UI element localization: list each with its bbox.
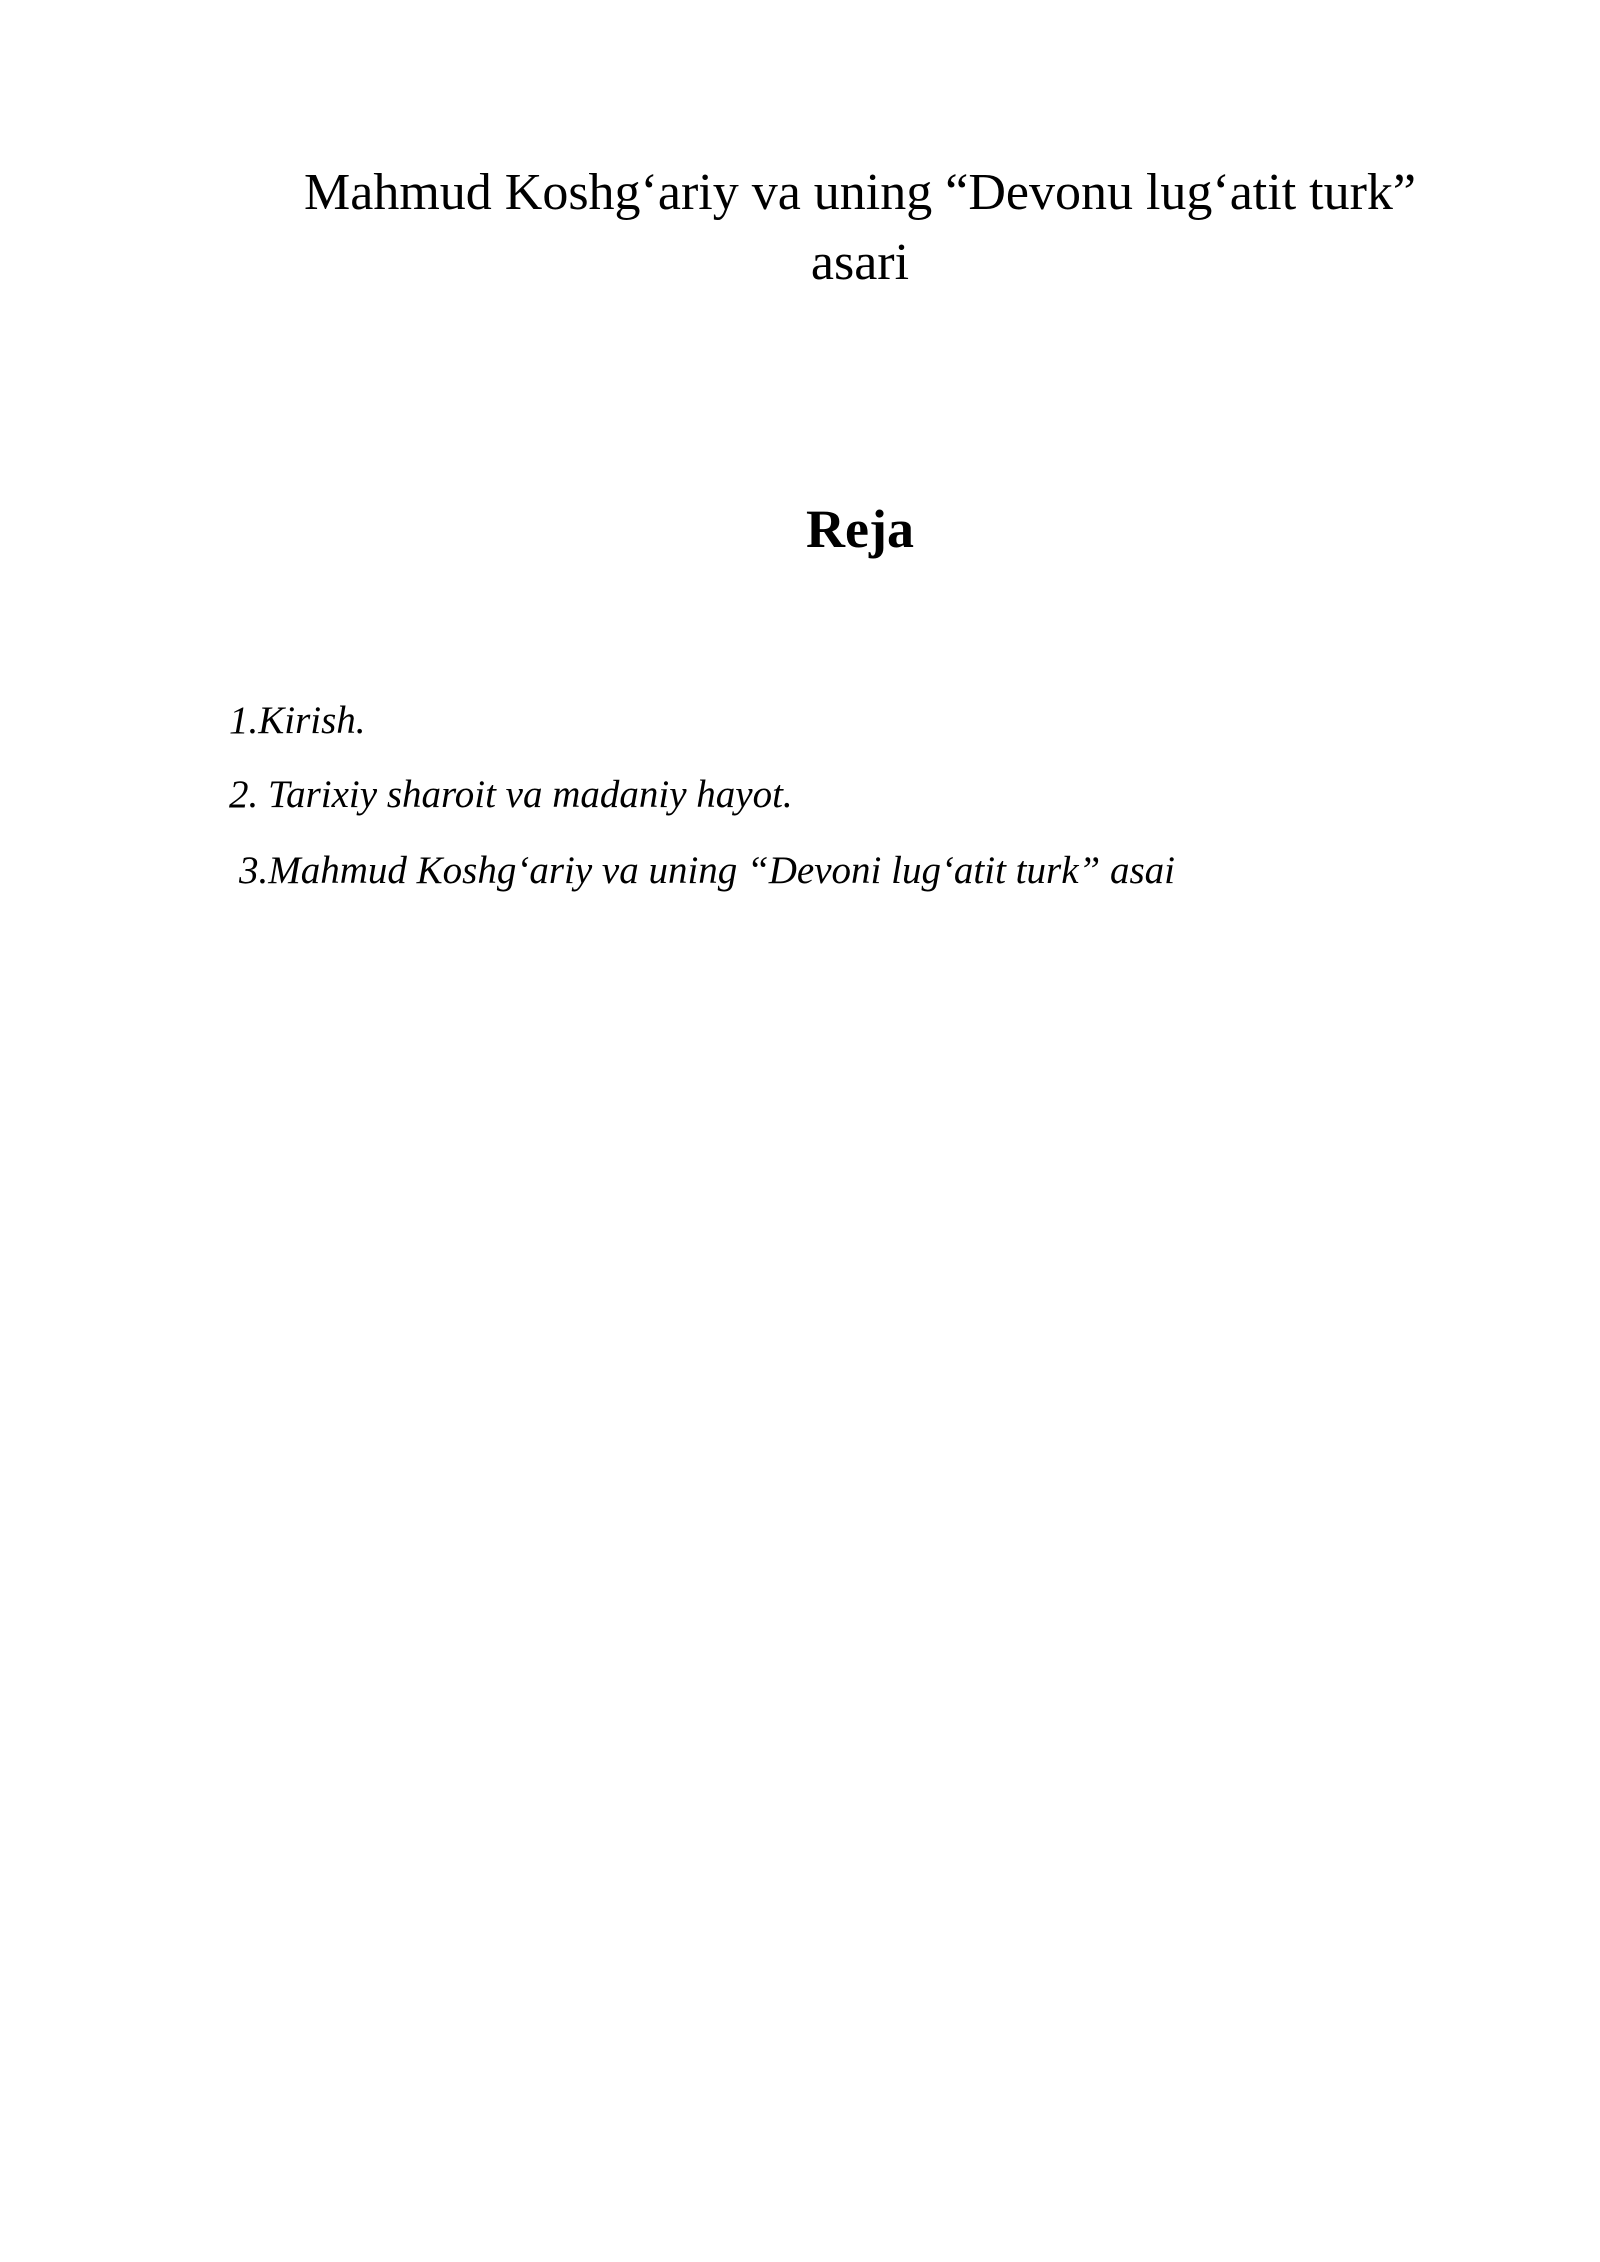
plan-item-introduction: 1.Kirish. [229, 699, 366, 742]
plan-heading: Reja [806, 499, 914, 559]
document-title: Mahmud Koshg‘ariy va uning “Devonu lug‘atit turk” asari [304, 164, 1416, 291]
plan-item-mahmud-koshgariy: 3.Mahmud Koshg‘ariy va uning “Devoni lug‘atit turk” asai [239, 849, 1175, 892]
plan-item-historical-conditions: 2. Tarixiy sharoit va madaniy hayot. [229, 773, 793, 816]
